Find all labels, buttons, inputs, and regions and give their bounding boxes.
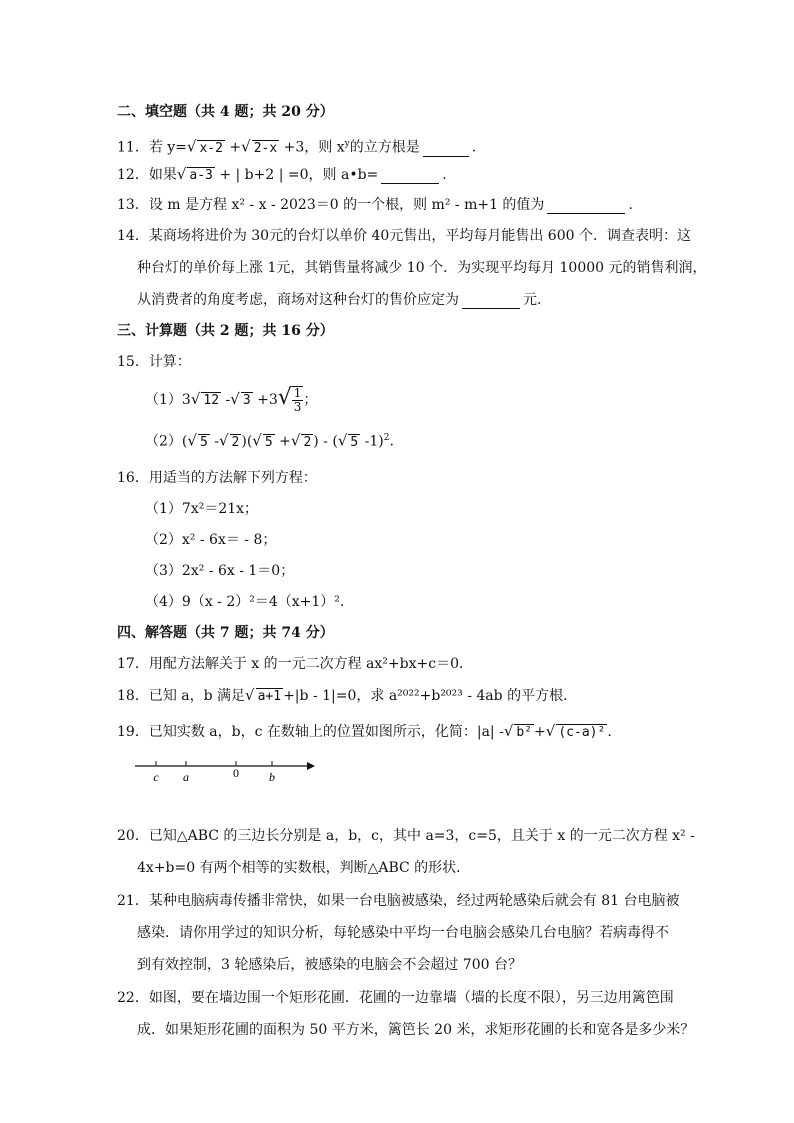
question-20-line-1: 20．已知△ABC 的三边长分别是 a，b，c，其中 a=3，c=5，且关于 x 的一元二次方程 x² - xyxy=(117,828,695,844)
answer-blank-11 xyxy=(423,142,469,157)
question-14-line-3: 从消费者的角度考虑，商场对这种台灯的售价应定为 元． xyxy=(137,292,551,308)
section-heading-answer: 四、解答题（共 7 题；共 74 分） xyxy=(117,625,334,641)
question-21-line-3: 到有效控制，3 轮感染后，被感染的电脑会不会超过 700 台？ xyxy=(137,957,522,973)
label-b: b xyxy=(269,770,275,784)
question-11: 11．若 y=√ x-2 +√ 2-x +3，则 $x^y$的立方根是 . xyxy=(117,137,477,156)
fraction-one-third: $\frac{1}{3}$ xyxy=(293,386,302,414)
question-16-item: （1）7x²＝21x； xyxy=(145,501,259,517)
question-16-item: （4）9（x - 2）²＝4（x+1）². xyxy=(145,594,345,610)
question-15-part-2: （2）(√ 5 -√ 2 )(√ 5 +√ 2 ) - (√ 5 -1)$^2$. xyxy=(145,431,394,450)
label-c: c xyxy=(153,770,159,784)
question-14-line-2: 种台灯的单价每上涨 1元，其销售量将减少 10 个．为实现平均每月 10000 元的销售利润， xyxy=(137,260,707,276)
label-a: a xyxy=(183,770,189,784)
question-19: 19．已知实数 a，b，c 在数轴上的位置如图所示，化简：|a| -√ b² +√ (c-a)² . xyxy=(117,722,612,740)
question-16-item: （3）2x² - 6x - 1＝0； xyxy=(145,563,295,579)
question-21-line-1: 21．某种电脑病毒传播非常快，如果一台电脑被感染，经过两轮感染后就会有 81 台电脑被 xyxy=(117,893,680,909)
section-heading-fill-in: 二、填空题（共 4 题；共 20 分） xyxy=(117,104,334,120)
question-12: 12．如果√ a-3 + | b+2 | =0，则 a•b= . xyxy=(117,165,447,183)
section-heading-calculation: 三、计算题（共 2 题；共 16 分） xyxy=(117,323,334,339)
radical-a-3: a-3 xyxy=(189,168,213,183)
question-15-part-1: （1）3√ 12 -√ 3 +3√ $\frac{1}{3}$ ； xyxy=(145,385,318,414)
answer-blank-12 xyxy=(381,169,439,184)
question-13: 13．设 m 是方程 x² - x - 2023＝0 的一个根，则 m² - m+1 的值为 . xyxy=(117,197,633,213)
label-zero: 0 xyxy=(233,766,239,780)
question-18: 18．已知 a，b 满足√ a+1 +|b - 1|=0，求 a²⁰²²+b²⁰²³ - 4ab 的平方根． xyxy=(117,686,578,704)
question-16-head: 16．用适当的方法解下列方程： xyxy=(117,470,317,486)
question-17: 17．用配方法解关于 x 的一元二次方程 ax²+bx+c＝0． xyxy=(117,656,473,672)
question-22-line-1: 22．如图，要在墙边围一个矩形花圃．花圃的一边靠墙（墙的长度不限），另三边用篱笆围 xyxy=(117,990,674,1006)
answer-blank-14 xyxy=(462,294,520,309)
number-line-figure xyxy=(135,756,320,786)
answer-blank-13 xyxy=(547,199,625,214)
question-22-line-2: 成．如果矩形花圃的面积为 50 平方米，篱笆长 20 米，求矩形花圃的长和宽各是多少米？ xyxy=(137,1022,695,1038)
question-21-line-2: 感染．请你用学过的知识分析，每轮感染中平均一台电脑会感染几台电脑？若病毒得不 xyxy=(137,925,669,941)
radical-x-2: x-2 xyxy=(199,140,223,156)
question-16-item: （2）x² - 6x＝ - 8； xyxy=(145,532,277,548)
question-15-head: 15．计算： xyxy=(117,354,191,370)
question-20-line-2: 4x+b=0 有两个相等的实数根，判断△ABC 的形状． xyxy=(137,860,471,876)
number-line-arrow-icon xyxy=(307,762,315,770)
question-14-line-1: 14．某商场将进价为 30元的台灯以单价 40元售出，平均每月能售出 600 个．调查表明：这 xyxy=(117,228,691,244)
radical-2-x: 2-x xyxy=(253,140,278,156)
